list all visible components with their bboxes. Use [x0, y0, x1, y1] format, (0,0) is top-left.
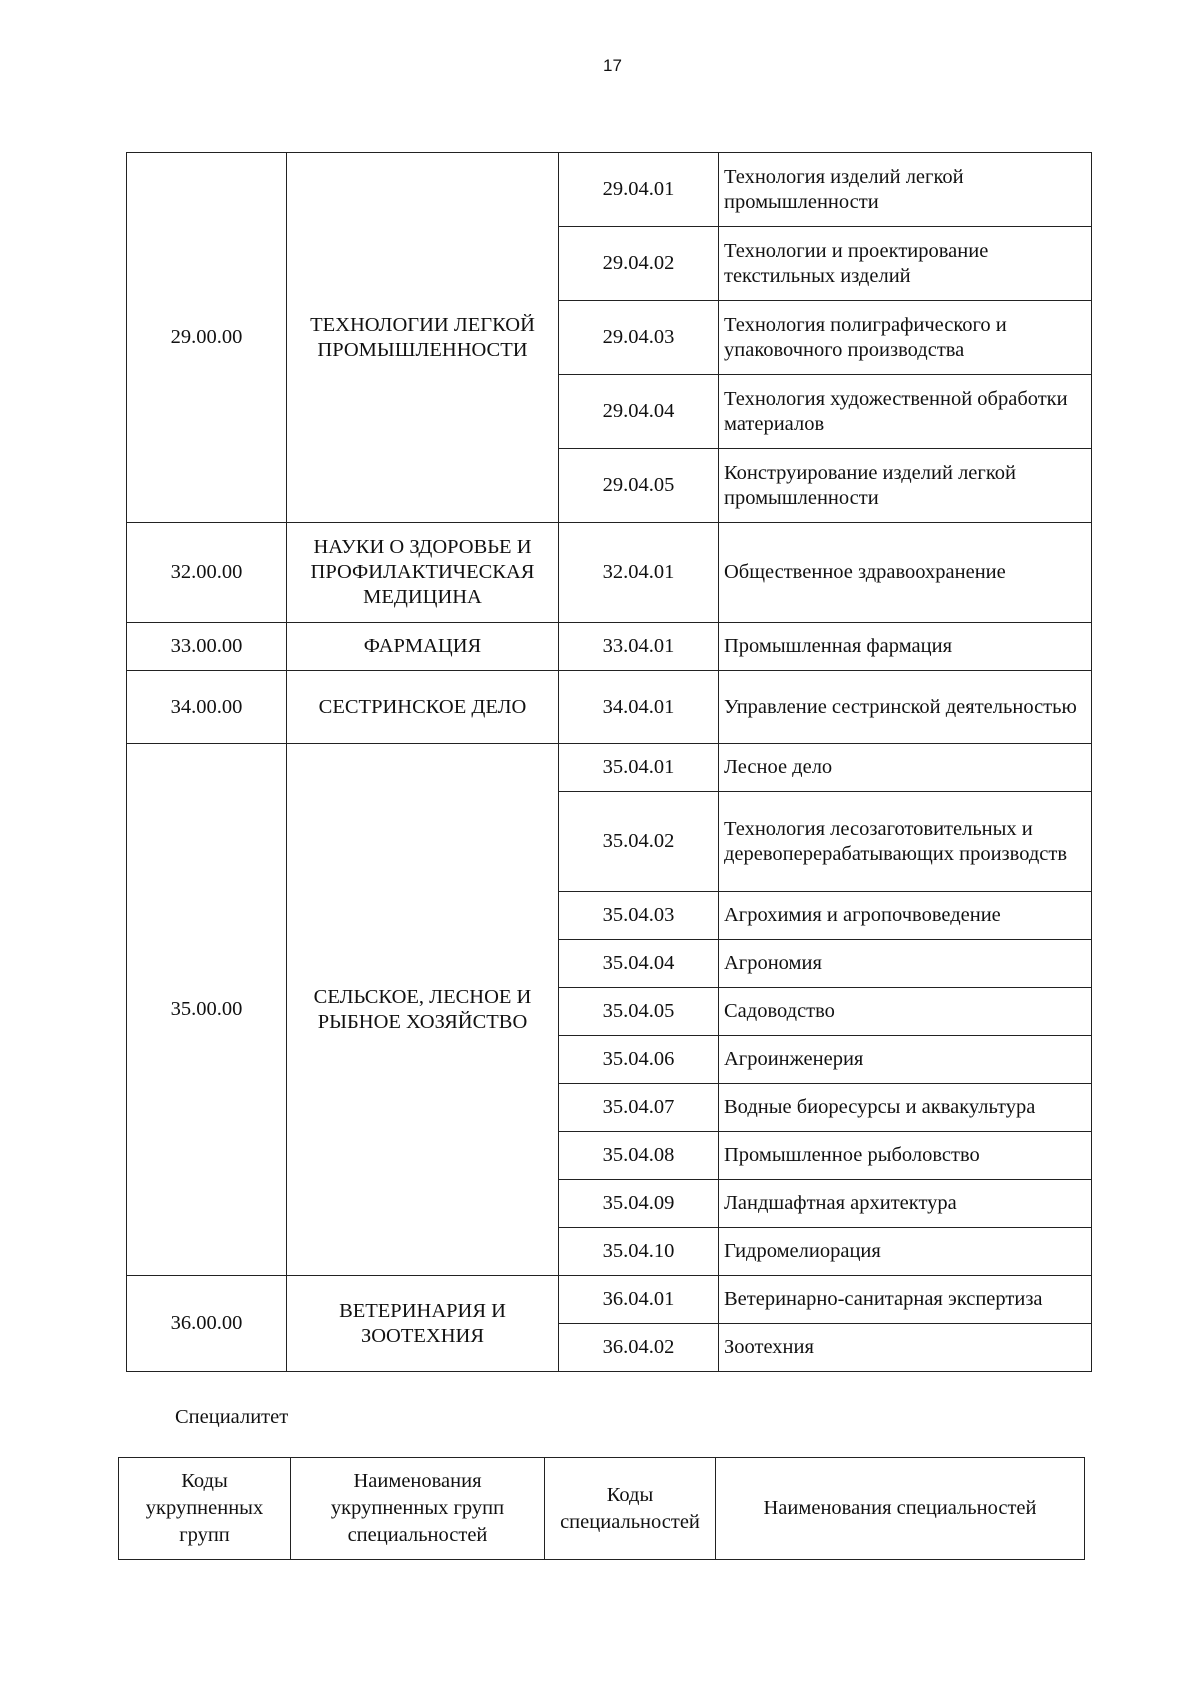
specialty-name: Лесное дело — [719, 744, 1092, 792]
section-heading: Специалитет — [175, 1406, 289, 1428]
specialty-name: Технология изделий легкой промышленности — [719, 153, 1092, 227]
table-row — [127, 744, 1092, 792]
group-code: 36.00.00 — [127, 1276, 287, 1372]
specialty-name: Управление сестринской деятельностью — [719, 671, 1092, 744]
group-name: ФАРМАЦИЯ — [287, 623, 559, 671]
group-code: 35.00.00 — [127, 744, 287, 1276]
specialty-code: 35.04.08 — [559, 1132, 719, 1180]
table-row — [127, 671, 1092, 744]
header-spec-codes: Коды специальностей — [545, 1458, 716, 1560]
group-name: ТЕХНОЛОГИИ ЛЕГКОЙ ПРОМЫШЛЕННОСТИ — [287, 153, 559, 523]
specialty-code: 36.04.01 — [559, 1276, 719, 1324]
specialty-code: 35.04.10 — [559, 1228, 719, 1276]
specialty-name: Зоотехния — [719, 1324, 1092, 1372]
specialty-code: 35.04.04 — [559, 940, 719, 988]
specialitet-table — [118, 1457, 1085, 1560]
group-name: СЕЛЬСКОЕ, ЛЕСНОЕ И РЫБНОЕ ХОЗЯЙСТВО — [287, 744, 559, 1276]
specialty-name: Ландшафтная архитектура — [719, 1180, 1092, 1228]
specialty-name: Промышленная фармация — [719, 623, 1092, 671]
page-number: 17 — [603, 56, 622, 75]
table-row — [127, 623, 1092, 671]
specialty-name: Технология лесозаготовительных и деревоперерабатывающих производств — [719, 792, 1092, 892]
header-spec-names: Наименования специальностей — [716, 1458, 1085, 1560]
specialties-table — [126, 152, 1092, 1372]
group-name: НАУКИ О ЗДОРОВЬЕ И ПРОФИЛАКТИЧЕСКАЯ МЕДИЦИНА — [287, 523, 559, 623]
specialty-code: 29.04.04 — [559, 375, 719, 449]
specialty-name: Агроинженерия — [719, 1036, 1092, 1084]
specialty-code: 35.04.01 — [559, 744, 719, 792]
group-name: СЕСТРИНСКОЕ ДЕЛО — [287, 671, 559, 744]
specialty-name: Водные биоресурсы и аквакультура — [719, 1084, 1092, 1132]
specialty-name: Технология художественной обработки материалов — [719, 375, 1092, 449]
specialty-code: 29.04.05 — [559, 449, 719, 523]
specialty-name: Технология полиграфического и упаковочного производства — [719, 301, 1092, 375]
group-code: 29.00.00 — [127, 153, 287, 523]
group-code: 34.00.00 — [127, 671, 287, 744]
specialty-code: 35.04.09 — [559, 1180, 719, 1228]
group-code: 32.00.00 — [127, 523, 287, 623]
table-row — [127, 1276, 1092, 1324]
header-group-names: Наименования укрупненных групп специальностей — [291, 1458, 545, 1560]
specialty-code: 32.04.01 — [559, 523, 719, 623]
table-row — [127, 153, 1092, 227]
table-header-row — [119, 1458, 1085, 1560]
table-row — [127, 523, 1092, 623]
header-group-codes: Коды укрупненных групп — [119, 1458, 291, 1560]
specialty-code: 36.04.02 — [559, 1324, 719, 1372]
specialty-code: 35.04.02 — [559, 792, 719, 892]
specialty-code: 29.04.03 — [559, 301, 719, 375]
specialty-code: 35.04.06 — [559, 1036, 719, 1084]
specialty-name: Агрономия — [719, 940, 1092, 988]
specialty-code: 33.04.01 — [559, 623, 719, 671]
specialty-code: 34.04.01 — [559, 671, 719, 744]
specialty-name: Промышленное рыболовство — [719, 1132, 1092, 1180]
specialty-code: 35.04.05 — [559, 988, 719, 1036]
specialty-code: 29.04.01 — [559, 153, 719, 227]
specialty-name: Агрохимия и агропочвоведение — [719, 892, 1092, 940]
group-name: ВЕТЕРИНАРИЯ И ЗООТЕХНИЯ — [287, 1276, 559, 1372]
specialty-name: Технологии и проектирование текстильных изделий — [719, 227, 1092, 301]
specialty-code: 29.04.02 — [559, 227, 719, 301]
specialty-code: 35.04.07 — [559, 1084, 719, 1132]
specialty-name: Садоводство — [719, 988, 1092, 1036]
group-code: 33.00.00 — [127, 623, 287, 671]
specialty-name: Общественное здравоохранение — [719, 523, 1092, 623]
specialty-name: Конструирование изделий легкой промышленности — [719, 449, 1092, 523]
specialty-name: Ветеринарно-санитарная экспертиза — [719, 1276, 1092, 1324]
specialty-code: 35.04.03 — [559, 892, 719, 940]
specialty-name: Гидромелиорация — [719, 1228, 1092, 1276]
